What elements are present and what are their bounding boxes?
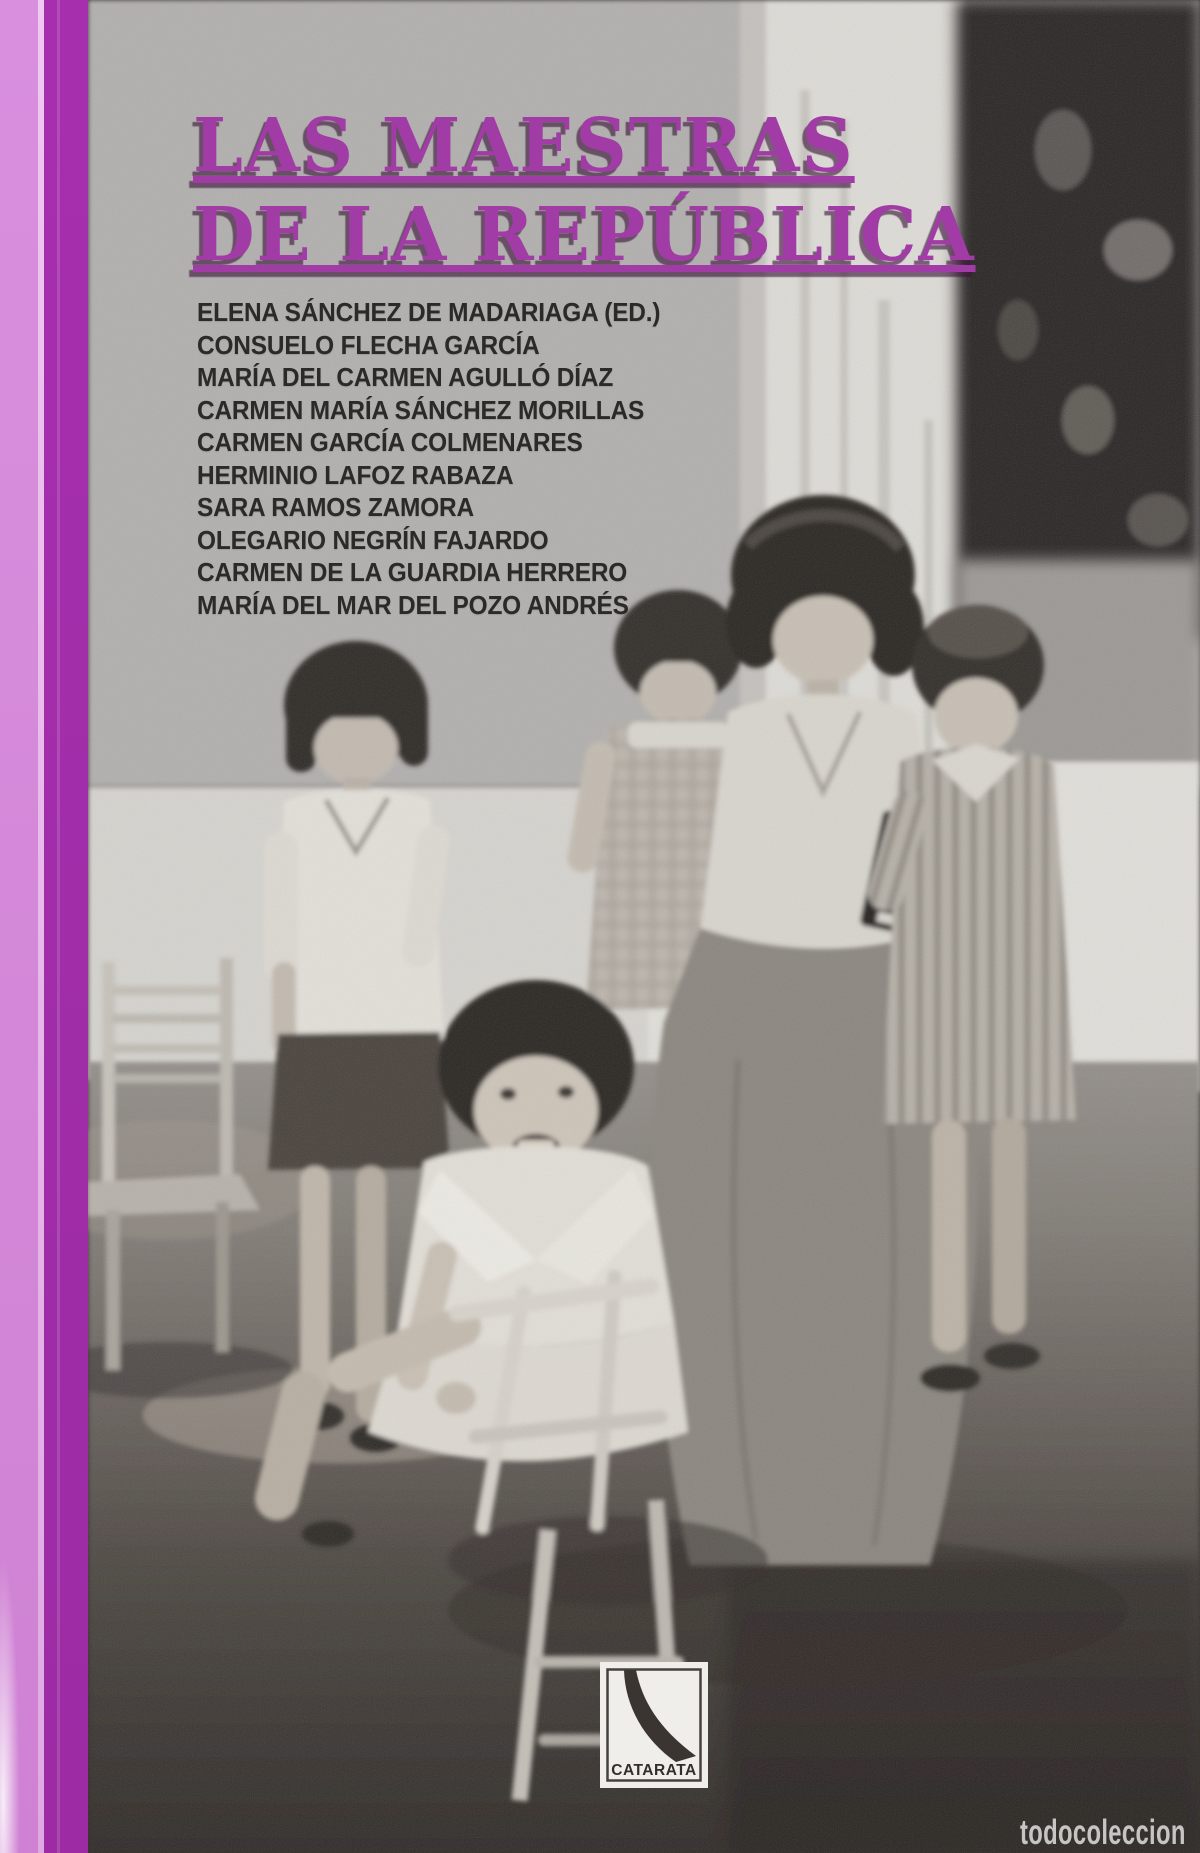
- spine-inner-band: [44, 0, 88, 1853]
- author-item: MARÍA DEL CARMEN AGULLÓ DÍAZ: [197, 362, 614, 392]
- author-item: CARMEN GARCÍA COLMENARES: [197, 427, 583, 457]
- author-item: MARÍA DEL MAR DEL POZO ANDRÉS: [197, 589, 629, 620]
- catarata-logo: [600, 1662, 708, 1788]
- spine-highlight: [0, 1423, 40, 1853]
- author-item: HERMINIO LAFOZ RABAZA: [197, 459, 514, 490]
- publisher-name: CATARATA: [611, 1762, 697, 1779]
- book-spine: [0, 0, 88, 1853]
- book-title-line2: DE LA REPÚBLICA: [193, 192, 976, 278]
- author-item: ELENA SÁNCHEZ DE MADARIAGA (ED.): [197, 297, 661, 327]
- author-item: OLEGARIO NEGRÍN FAJARDO: [197, 524, 549, 555]
- publisher-logo: [600, 1662, 708, 1788]
- front-cover: [88, 0, 1200, 1853]
- book-title: [193, 102, 976, 280]
- author-item: CARMEN DE LA GUARDIA HERRERO: [197, 557, 628, 587]
- author-item: SARA RAMOS ZAMORA: [197, 492, 474, 522]
- book-title-line1: LAS MAESTRAS: [193, 103, 855, 189]
- author-item: CARMEN MARÍA SÁNCHEZ MORILLAS: [197, 394, 645, 425]
- author-item: CONSUELO FLECHA GARCÍA: [197, 329, 540, 360]
- spine-crease: [57, 0, 60, 1853]
- author-list: [197, 296, 660, 621]
- todocoleccion-watermark: todocoleccion: [1020, 1813, 1186, 1852]
